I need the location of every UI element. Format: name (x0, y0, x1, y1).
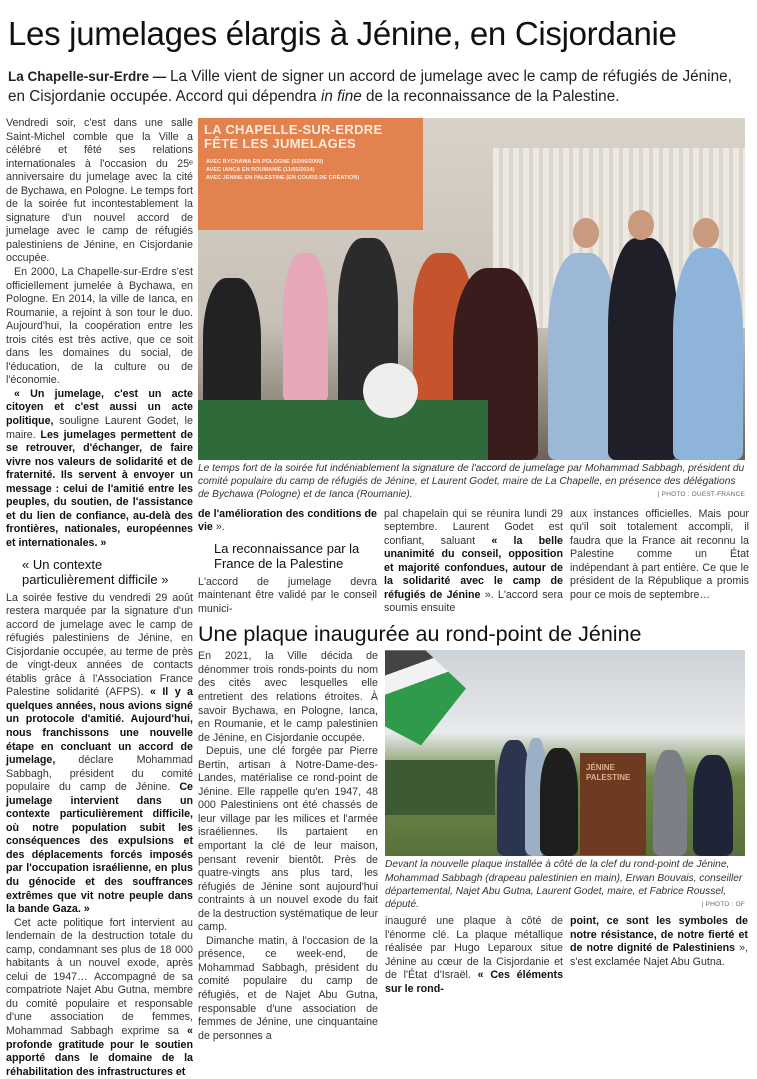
subheading: « Un contexte particulièrement difficile » (22, 556, 169, 587)
paragraph (385, 915, 563, 996)
standfirst-italic: in fine (320, 88, 362, 105)
body-text: déclare Mohammad Sabbagh, président du comité populaire du camp de Jénine. (6, 754, 193, 794)
paragraph (198, 650, 378, 745)
paragraph (6, 117, 193, 266)
quote-text: « Il y a quelques années, nous avions signé un protocole d'amitié. Aujourd'hui, nous franchissons une nouvelle étape en concluant un accord de jumelage, (6, 686, 193, 767)
article-flow (198, 462, 749, 1043)
body-text: En 2021, la Ville décida de dénommer trois ronds-points du nom des cités avec lesquelles elle entretient des relations étroites. À savoir Bychawa, en Pologne, Ianca, en Roumanie, et le camp palestinien de Jénine, en Cisjordanie occupée. (198, 650, 378, 744)
body-text: En 2000, La Chapelle-sur-Erdre s'est officiellement jumelée à Bychawa, en Pologne. En 2014, la ville de Ianca, en Roumanie, a rejoint à son tour le duo. Aujourd'hui, la coopération entre les trois cités est très active, que ce soit dans les domaines du social, de l'éducation, de la culture ou de l'économie. (6, 266, 193, 387)
person (653, 750, 687, 856)
photo1-caption (198, 462, 745, 502)
quote-text: de l'amélioration des conditions de vie (198, 507, 377, 534)
body-text: aux instances officielles. Mais pour qu'il soit totalement accompli, il faudra que la France ait reconnu la Palestine comme un État indépendant à part entière. Ce que le président de la République a promis pour ce mois de septembre… (570, 507, 749, 601)
body-text: L'accord de jumelage devra maintenant être validé par le conseil munici- (198, 575, 377, 615)
column-low-3 (570, 915, 748, 969)
head (693, 218, 719, 248)
standfirst-text-end: de la reconnaissance de la Palestine. (361, 88, 620, 105)
body-text: ». L'accord sera soumis ensuite (384, 588, 563, 615)
body-text: inauguré une plaque à côté de l'énorme clé. La plaque métallique réalisée par Hugo Leparoux situe Jénine au cœur de la Cisjordanie et de l'État d'Israël. (385, 915, 563, 982)
quote-text: « la belle unanimité du conseil, opposition et majorité confondues, autour de la solidarité avec le camp de réfugiés de Jénine (384, 534, 563, 601)
person (283, 253, 328, 403)
plaque-text: JÉNINE PALESTINE (586, 763, 631, 783)
flower-bouquet (363, 363, 418, 418)
body-text: Depuis, une clé forgée par Pierre Bertin, artisan à Notre-Dame-des-Landes, matérialise ce rond-point de Jénine. Elle rappelle qu'en 1947, 48 000 Palestiniens ont été chassés de leur village par les milices et l'armée israéliennes. Ils partaient en emportant la clé de leur maison, pensant revenir bientôt. Près de quatre-vingts ans plus tard, les réfugiés de Jénine sont aujourd'hui contraints à un nouvel exode du fait de la destruction systématique de leur camp. (198, 745, 379, 934)
column-mid-3 (570, 508, 749, 603)
photo2-caption (385, 858, 745, 911)
standfirst (8, 67, 748, 107)
column-mid-2 (384, 508, 563, 616)
quote-text: « Ces éléments sur le rond- (385, 969, 564, 995)
event-banner (198, 118, 423, 230)
paragraph (6, 592, 193, 917)
quote-text: Ce jumelage intervient dans un contexte particulièrement difficile, où notre population subit les conséquences des expulsions et des déplacements forcés imposés par l'occupation israélienne, en plus du génocide et des souffrances extrêmes que vit notre peuple dans la bande Gaza. » (6, 781, 193, 916)
standfirst-text: La Ville vient de signer un accord de jumelage avec le camp de réfugiés de Jénine, en Cisjordanie occupée. Accord qui dépendra (8, 68, 732, 105)
headline: Les jumelages élargis à Jénine, en Cisjordanie (8, 15, 677, 52)
body-text: souligne Laurent Godet, le maire. (6, 415, 193, 441)
body-text: », s'est exclamée Najet Abu Gutna. (570, 942, 748, 968)
photo-signing-ceremony (198, 118, 745, 460)
column-left (6, 117, 193, 1079)
dateline: La Chapelle-sur-Erdre — (8, 69, 171, 84)
person (540, 748, 578, 856)
body-text: Vendredi soir, c'est dans une salle Saint-Michel comble que la Ville a célébré et fêté ses relations internationales à l'occasion du 25ᵉ anniversaire du jumelage avec la cité de Bychawa, en Pologne. Le temps fort de la soirée fut incontestablement la signature d'un nouvel accord de jumelage avec le camp de réfugiés palestiniens de Jénine, en Cisjordanie occupée. (6, 117, 193, 265)
lower-right-columns (385, 915, 749, 996)
head (573, 218, 599, 248)
lower-section (198, 650, 749, 1043)
photo-credit: | PHOTO : OUEST-FRANCE (657, 491, 745, 499)
quote-text: Les jumelages permettent de se retrouver, d'échanger, de faire vivre nos valeurs de solidarité et de fraternité. Ils servent à envoyer un message : celui de l'amitié entre les peuples, du soutien, de l'assistance et du lien de confiance, au-delà des frontières, nationales, européennes et internationales. » (6, 428, 193, 549)
paragraph (6, 388, 193, 551)
metal-plaque (580, 753, 646, 855)
banner-title: LA CHAPELLE-SUR-ERDRE FÊTE LES JUMELAGES (204, 122, 383, 151)
banner-line: AVEC IANCA EN ROUMANIE (11/05/2014) (206, 167, 315, 173)
person (673, 248, 743, 460)
body-text: Dimanche matin, à l'occasion de la présence, ce week-end, de Mohammad Sabbagh, président du comité populaire du camp de réfugiés, et de Najet Abu Gutna, responsable d'une association de femmes de Jénine, une cinquantaine de personnes a (198, 934, 378, 1042)
photo-plaque-inauguration (385, 650, 745, 856)
hedge (385, 760, 495, 815)
photo-credit: | PHOTO : OF (701, 900, 745, 908)
paragraph (198, 935, 378, 1043)
body-text: La soirée festive du vendredi 29 août restera marquée par la signature d'un accord de jumelage avec le camp de réfugiés palestiniens de Jénine, en Cisjordanie occupée, au terme de près de vingt-deux années de contacts établis grâce à l'Association France Palestine solidarité (AFPS). (6, 591, 193, 699)
paragraph (198, 508, 377, 535)
quote-text: « profonde gratitude pour le soutien apporté dans le domaine de la réhabilitation des infrastructures et (6, 1025, 193, 1078)
signing-table (198, 400, 488, 460)
section-headline: Une plaque inaugurée au rond-point de Jénine (198, 622, 642, 647)
caption-text: Le temps fort de la soirée fut indéniablement la signature de l'accord de jumelage par Mohammad Sabbagh, président du comité populaire du camp de réfugiés de Jénine, et Laurent Godet, maire de La Chapelle, en présence des délégations de Bychawa (Pologne) et de Ianca (Roumanie). (198, 463, 745, 501)
paragraph (198, 576, 377, 617)
column-low-1 (198, 650, 378, 1043)
banner-line: AVEC JÉNINE EN PALESTINE (EN COURS DE CRÉATION) (206, 175, 360, 181)
paragraph (198, 745, 378, 935)
body-text: ». (212, 521, 225, 534)
person (608, 238, 678, 460)
middle-columns (198, 508, 749, 617)
column-mid-1 (198, 508, 377, 617)
palestinian-flag (385, 650, 475, 745)
quote-text: point, ce sont les symboles de notre résistance, de notre fierté et de notre dignité de Palestiniens (570, 915, 748, 955)
paragraph (384, 508, 563, 616)
paragraph (6, 917, 193, 1079)
lower-right (385, 650, 749, 996)
subheading: La reconnaissance par la France de la Palestine (214, 540, 360, 571)
banner-lines (206, 158, 359, 182)
body-text: Cet acte politique fort intervient au lendemain de la destruction totale du camp, condamnant ses plus de 18 000 habitants à un nouvel exode, après celui de 1947… Accompagné de sa compatriote Najet Abu Gutna, membre du comité populaire et responsable d'une association de femmes, Mohammad Sabbagh exprime sa (6, 916, 193, 1037)
quote-text: « Un jumelage, c'est un acte citoyen et c'est aussi un acte politique, (6, 387, 193, 428)
paragraph (570, 915, 748, 969)
banner-line: AVEC BYCHAWA EN POLOGNE (02/06/2000) (206, 159, 324, 165)
paragraph (570, 508, 749, 603)
column-low-2 (385, 915, 563, 996)
body-text: pal chapelain qui se réunira lundi 29 septembre. Laurent Godet est confiant, saluant (384, 507, 563, 547)
paragraph (6, 266, 193, 388)
person (693, 755, 733, 856)
head (628, 210, 654, 240)
caption-text: Devant la nouvelle plaque installée à côté de la clef du rond-point de Jénine, Mohammad Sabbagh (drapeau palestinien en main), Erwan Bouvais, conseiller départemental, Najet Abu Gutna, Laurent Godet, maire, et Fabrice Roussel, député. (385, 859, 743, 910)
